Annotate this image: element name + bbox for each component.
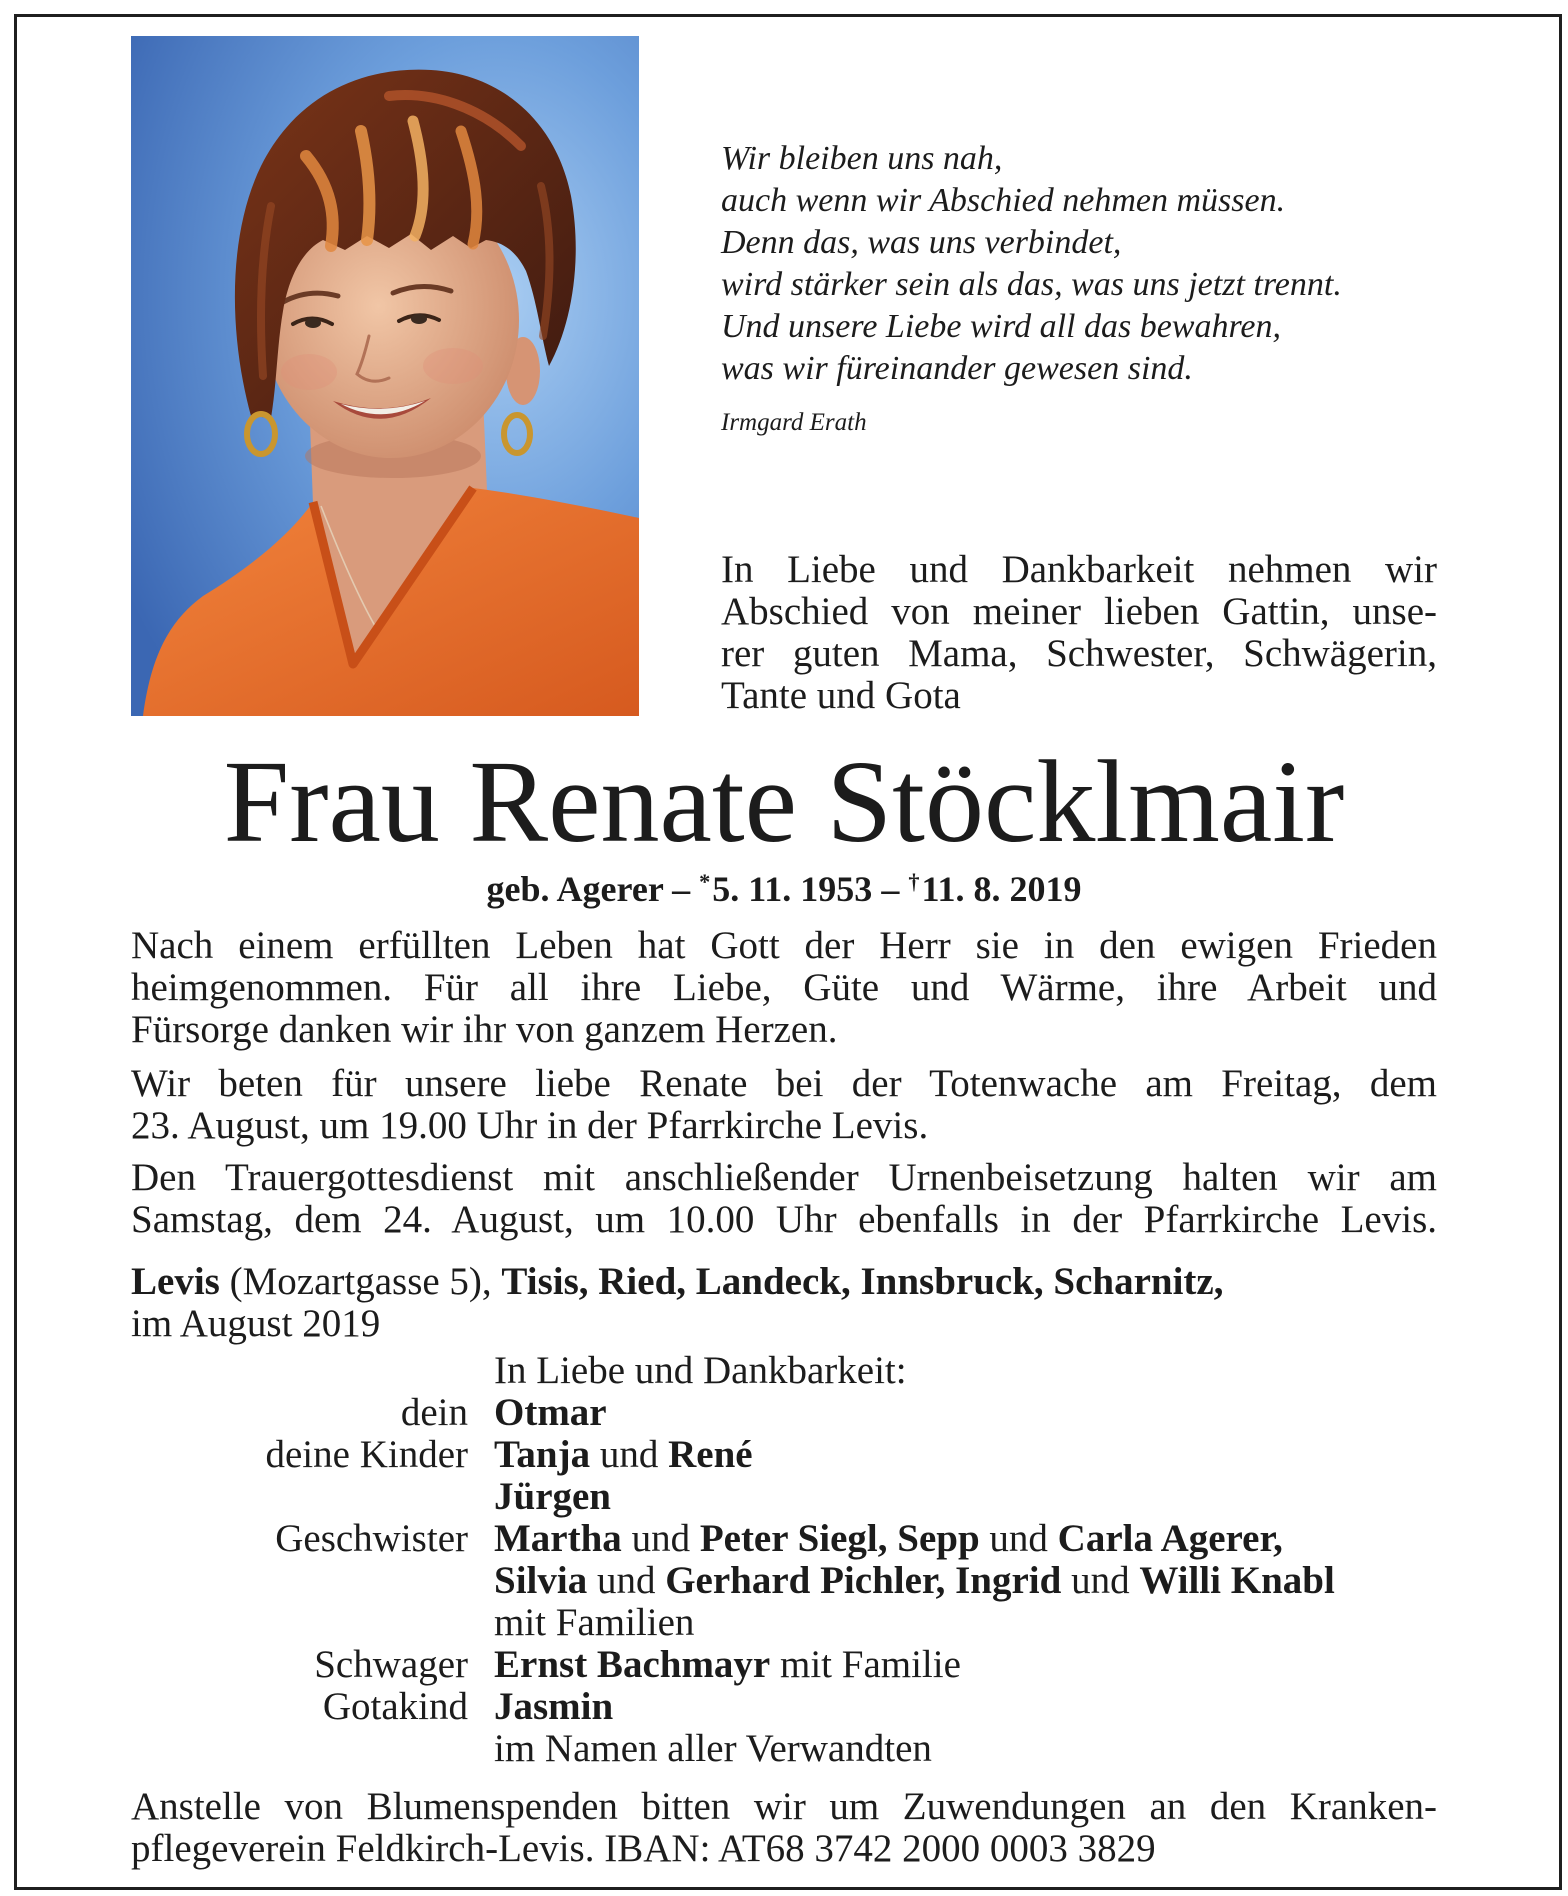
- mourner-name: Willi Knabl: [1139, 1559, 1335, 1602]
- mourner-name: Jürgen: [494, 1475, 611, 1518]
- paragraph-tribute: [131, 925, 1437, 1051]
- donation-line: pflegeverein Feldkirch-Levis. IBAN: AT68 3742 2000 0003 3829: [131, 1827, 1156, 1870]
- mourner-label: Schwager: [314, 1643, 468, 1686]
- mourner-row: [131, 1644, 1531, 1686]
- mourner-names: [494, 1686, 613, 1728]
- connector: und: [596, 1559, 656, 1602]
- mourner-row: [131, 1560, 1531, 1602]
- place-others: Tisis, Ried, Landeck, Innsbruck, Scharnitz,: [501, 1260, 1224, 1303]
- mourner-name: Jasmin: [494, 1685, 614, 1728]
- paragraph-vigil: [131, 1063, 1437, 1147]
- donation-line: Anstelle von Blumenspenden bitten wir um Zuwendungen an den Kranken-: [131, 1785, 1437, 1828]
- intro-line: Abschied von meiner lieben Gattin, unse-: [721, 590, 1437, 633]
- mourner-row: [131, 1602, 1531, 1644]
- portrait-photo: [131, 36, 639, 716]
- poem: [721, 138, 1481, 390]
- birth-name: geb. Agerer: [486, 869, 664, 909]
- dash: –: [672, 869, 691, 909]
- donation-note: [131, 1786, 1437, 1870]
- connector: und: [989, 1517, 1048, 1560]
- mourner-name: Martha: [494, 1517, 622, 1560]
- mourner-names: [494, 1518, 1283, 1560]
- mourner-row: [131, 1728, 1531, 1770]
- mourners-heading-row: [131, 1350, 1531, 1392]
- mourner-label: [131, 1560, 468, 1602]
- mourner-names: [494, 1434, 753, 1476]
- mourner-label: [131, 1476, 468, 1518]
- paragraph-line: Wir beten für unsere liebe Renate bei der Totenwache am Freitag, dem: [131, 1062, 1437, 1105]
- paragraph-line: 23. August, um 19.00 Uhr in der Pfarrkirche Levis.: [131, 1104, 929, 1147]
- mourner-name: Gerhard Pichler, Ingrid: [665, 1559, 1062, 1602]
- mourner-name: Otmar: [494, 1391, 607, 1434]
- mourner-label: Gotakind: [322, 1685, 468, 1728]
- mourner-name: Carla Agerer,: [1057, 1517, 1283, 1560]
- poem-line: auch wenn wir Abschied nehmen müssen.: [721, 182, 1286, 219]
- mourner-label: [131, 1350, 468, 1392]
- mourner-label: [131, 1728, 468, 1770]
- mourners-closing: im Namen aller Verwandten: [494, 1727, 932, 1770]
- mourner-names: [494, 1392, 607, 1434]
- places-date: im August 2019: [131, 1302, 381, 1345]
- poem-line: wird stärker sein als das, was uns jetzt trennt.: [721, 266, 1342, 303]
- poem-line: Denn das, was uns verbindet,: [721, 224, 1122, 261]
- death-date: 11. 8. 2019: [921, 869, 1082, 909]
- mourner-row: [131, 1518, 1531, 1560]
- dash: –: [881, 869, 900, 909]
- mourner-name: René: [668, 1433, 753, 1476]
- connector: und: [631, 1517, 691, 1560]
- places-line: [131, 1261, 1437, 1303]
- mourner-name: Ernst Bachmayr: [494, 1643, 771, 1686]
- paragraph-line: Samstag, dem 24. August, um 10.00 Uhr ebenfalls in der Pfarrkirche Levis.: [131, 1198, 1437, 1241]
- birth-date: 5. 11. 1953: [712, 869, 873, 909]
- paragraph-funeral: [131, 1157, 1437, 1241]
- mourner-label: deine Kinder: [265, 1433, 468, 1476]
- paragraph-line: Nach einem erfüllten Leben hat Gott der Herr sie in den ewigen Frieden: [131, 924, 1437, 967]
- paragraph-line: heimgenommen. Für all ihre Liebe, Güte und Wärme, ihre Arbeit und: [131, 966, 1437, 1009]
- mourner-label: Geschwister: [275, 1517, 468, 1560]
- mourner-names: [494, 1476, 611, 1518]
- poem-line: was wir füreinander gewesen sind.: [721, 350, 1193, 387]
- mourner-label: dein: [400, 1391, 468, 1434]
- mourner-names: [494, 1560, 1335, 1602]
- intro-paragraph: [721, 549, 1437, 717]
- mourner-suffix: mit Familien: [494, 1601, 695, 1644]
- place-address: (Mozartgasse 5),: [229, 1260, 492, 1303]
- intro-line: Tante und Gota: [721, 674, 961, 717]
- intro-line: rer guten Mama, Schwester, Schwägerin,: [721, 632, 1437, 675]
- paragraph-line: Den Trauergottesdienst mit anschließender Urnenbeisetzung halten wir am: [131, 1156, 1437, 1199]
- place-primary: Levis: [131, 1260, 220, 1303]
- mourner-row: [131, 1392, 1531, 1434]
- mourner-name: Silvia: [494, 1559, 588, 1602]
- deceased-name: Frau Renate Stöcklmair: [223, 736, 1345, 867]
- mourner-row: [131, 1476, 1531, 1518]
- mourners-heading: In Liebe und Dankbarkeit:: [494, 1349, 907, 1392]
- death-symbol: †: [908, 868, 920, 894]
- mourner-label: [131, 1602, 468, 1644]
- connector: und: [1071, 1559, 1130, 1602]
- places: [131, 1261, 1437, 1345]
- mourner-name: Peter Siegl, Sepp: [699, 1517, 980, 1560]
- life-dates: [0, 868, 1568, 910]
- birth-symbol: *: [699, 868, 711, 894]
- paragraph-line: Fürsorge danken wir ihr von ganzem Herzen.: [131, 1008, 838, 1051]
- poem-line: Und unsere Liebe wird all das bewahren,: [721, 308, 1282, 345]
- mourner-row: [131, 1434, 1531, 1476]
- mourner-name: Tanja: [494, 1433, 591, 1476]
- mourner-suffix: mit Familie: [780, 1643, 961, 1686]
- connector: und: [599, 1433, 659, 1476]
- poem-author: Irmgard Erath: [721, 409, 867, 436]
- mourner-names: [494, 1644, 961, 1686]
- mourners-list: [131, 1350, 1531, 1770]
- poem-line: Wir bleiben uns nah,: [721, 140, 1003, 177]
- mourner-row: [131, 1686, 1531, 1728]
- intro-line: In Liebe und Dankbarkeit nehmen wir: [721, 548, 1437, 591]
